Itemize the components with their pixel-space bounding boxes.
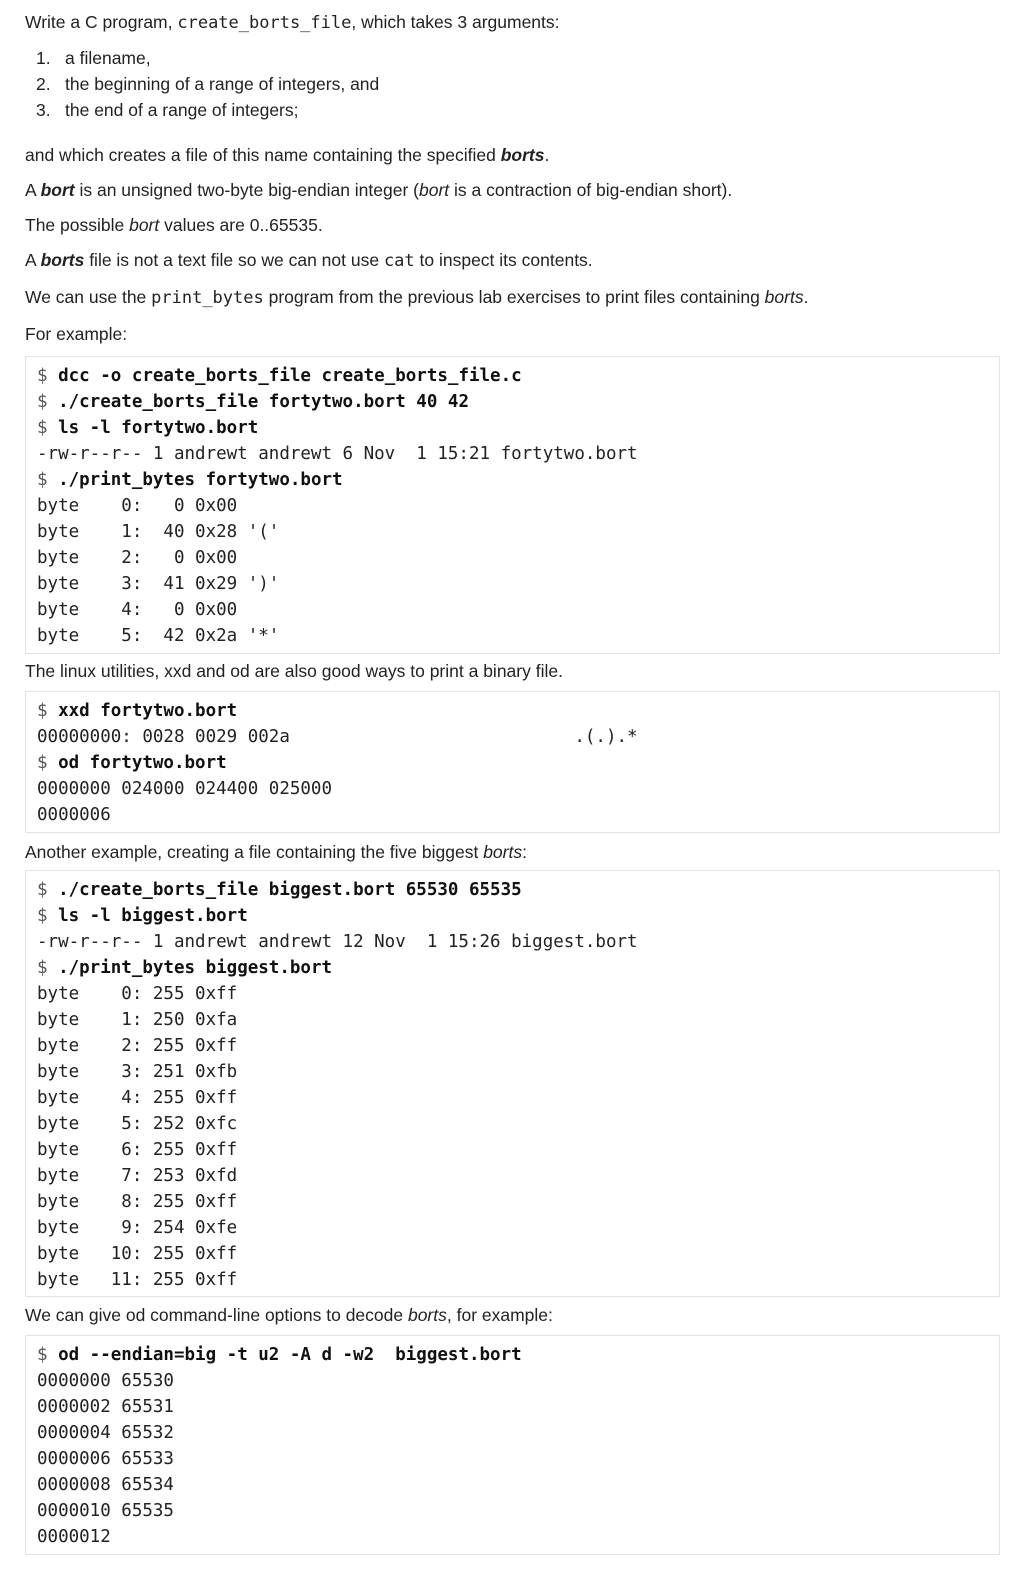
shell-prompt: $ bbox=[37, 906, 59, 926]
shell-prompt: $ bbox=[37, 366, 59, 386]
output-line: byte 4: 0 0x00 bbox=[37, 600, 238, 620]
bort-definition: A bort is an unsigned two-byte big-endian integer (bort is a contraction of big-endian short). bbox=[25, 180, 733, 200]
output-line: byte 5: 252 0xfc bbox=[37, 1114, 238, 1134]
output-line: 0000008 65534 bbox=[37, 1475, 174, 1495]
code-lines bbox=[37, 1342, 522, 1550]
command-line bbox=[37, 363, 638, 389]
command-line bbox=[37, 1342, 522, 1368]
paragraph: We can use the print_bytes program from the previous lab exercises to print files containing borts. bbox=[25, 287, 809, 308]
shell-prompt: $ bbox=[37, 392, 59, 412]
code-lines bbox=[37, 363, 638, 649]
paragraph: The possible bort values are 0..65535. bbox=[25, 215, 323, 235]
output-line: byte 5: 42 0x2a '*' bbox=[37, 626, 280, 646]
output-line: byte 3: 41 0x29 ')' bbox=[37, 574, 280, 594]
shell-command: ls -l fortytwo.bort bbox=[58, 418, 259, 438]
shell-command: dcc -o create_borts_file create_borts_file.c bbox=[58, 366, 522, 386]
output-line: byte 3: 251 0xfb bbox=[37, 1062, 238, 1082]
output-line: byte 6: 255 0xff bbox=[37, 1140, 238, 1160]
shell-command: ./create_borts_file fortytwo.bort 40 42 bbox=[58, 392, 469, 412]
paragraph: Another example, creating a file containing the five biggest borts: bbox=[25, 842, 527, 862]
output-line: byte 2: 255 0xff bbox=[37, 1036, 238, 1056]
output-line: 0000000 024000 024400 025000 bbox=[37, 779, 333, 799]
code-lines bbox=[37, 877, 638, 1293]
command-line bbox=[37, 467, 638, 493]
arguments-list bbox=[25, 46, 379, 124]
output-line: 0000004 65532 bbox=[37, 1423, 174, 1443]
output-line: 00000000: 0028 0029 002a .(.).* bbox=[37, 727, 638, 747]
paragraph: The linux utilities, xxd and od are also good ways to print a binary file. bbox=[25, 661, 563, 681]
shell-command: ./print_bytes fortytwo.bort bbox=[58, 470, 343, 490]
output-line: 0000000 65530 bbox=[37, 1371, 174, 1391]
shell-command: ls -l biggest.bort bbox=[58, 906, 248, 926]
output-line: byte 1: 250 0xfa bbox=[37, 1010, 238, 1030]
paragraph: and which creates a file of this name containing the specified borts. bbox=[25, 145, 550, 165]
shell-command: od --endian=big -t u2 -A d -w2 biggest.bort bbox=[58, 1345, 522, 1365]
command-line bbox=[37, 389, 638, 415]
command-line bbox=[37, 877, 638, 903]
list-item: 3. the end of a range of integers; bbox=[36, 100, 299, 120]
command-line bbox=[37, 698, 638, 724]
output-line: 0000002 65531 bbox=[37, 1397, 174, 1417]
shell-command: ./create_borts_file biggest.bort 65530 65535 bbox=[58, 880, 522, 900]
shell-prompt: $ bbox=[37, 753, 59, 773]
output-line: -rw-r--r-- 1 andrewt andrewt 6 Nov 1 15:21 fortytwo.bort bbox=[37, 444, 638, 464]
shell-prompt: $ bbox=[37, 880, 59, 900]
output-line: byte 4: 255 0xff bbox=[37, 1088, 238, 1108]
code-block bbox=[25, 870, 1000, 1297]
shell-prompt: $ bbox=[37, 1345, 59, 1365]
output-line: byte 0: 0 0x00 bbox=[37, 496, 238, 516]
output-line: byte 8: 255 0xff bbox=[37, 1192, 238, 1212]
program-name: create_borts_file bbox=[177, 13, 352, 33]
shell-command: xxd fortytwo.bort bbox=[58, 701, 238, 721]
output-line: 0000006 65533 bbox=[37, 1449, 174, 1469]
shell-command: od fortytwo.bort bbox=[58, 753, 227, 773]
command-line bbox=[37, 955, 638, 981]
output-line: byte 0: 255 0xff bbox=[37, 984, 238, 1004]
output-line: byte 1: 40 0x28 '(' bbox=[37, 522, 280, 542]
output-line: -rw-r--r-- 1 andrewt andrewt 12 Nov 1 15:26 biggest.bort bbox=[37, 932, 638, 952]
output-line: 0000006 bbox=[37, 805, 111, 825]
shell-command: ./print_bytes biggest.bort bbox=[58, 958, 333, 978]
list-item: 1. a filename, bbox=[36, 48, 151, 68]
paragraph: A borts file is not a text file so we can not use cat to inspect its contents. bbox=[25, 250, 593, 271]
paragraph: We can give od command-line options to decode borts, for example: bbox=[25, 1305, 553, 1325]
shell-prompt: $ bbox=[37, 701, 59, 721]
paragraph: For example: bbox=[25, 324, 128, 344]
code-lines bbox=[37, 698, 638, 828]
code-block bbox=[25, 691, 1000, 833]
shell-prompt: $ bbox=[37, 470, 59, 490]
output-line: byte 10: 255 0xff bbox=[37, 1244, 238, 1264]
output-line: 0000010 65535 bbox=[37, 1501, 174, 1521]
code-block bbox=[25, 1335, 1000, 1555]
command-line bbox=[37, 903, 638, 929]
output-line: byte 11: 255 0xff bbox=[37, 1270, 238, 1290]
command-line bbox=[37, 415, 638, 441]
output-line: byte 2: 0 0x00 bbox=[37, 548, 238, 568]
command-line bbox=[37, 750, 638, 776]
code-block bbox=[25, 356, 1000, 654]
list-item: 2. the beginning of a range of integers, and bbox=[36, 74, 380, 94]
shell-prompt: $ bbox=[37, 418, 59, 438]
intro-paragraph: Write a C program, create_borts_file, which takes 3 arguments: bbox=[25, 12, 560, 33]
output-line: byte 9: 254 0xfe bbox=[37, 1218, 238, 1238]
output-line: 0000012 bbox=[37, 1527, 111, 1547]
output-line: byte 7: 253 0xfd bbox=[37, 1166, 238, 1186]
shell-prompt: $ bbox=[37, 958, 59, 978]
